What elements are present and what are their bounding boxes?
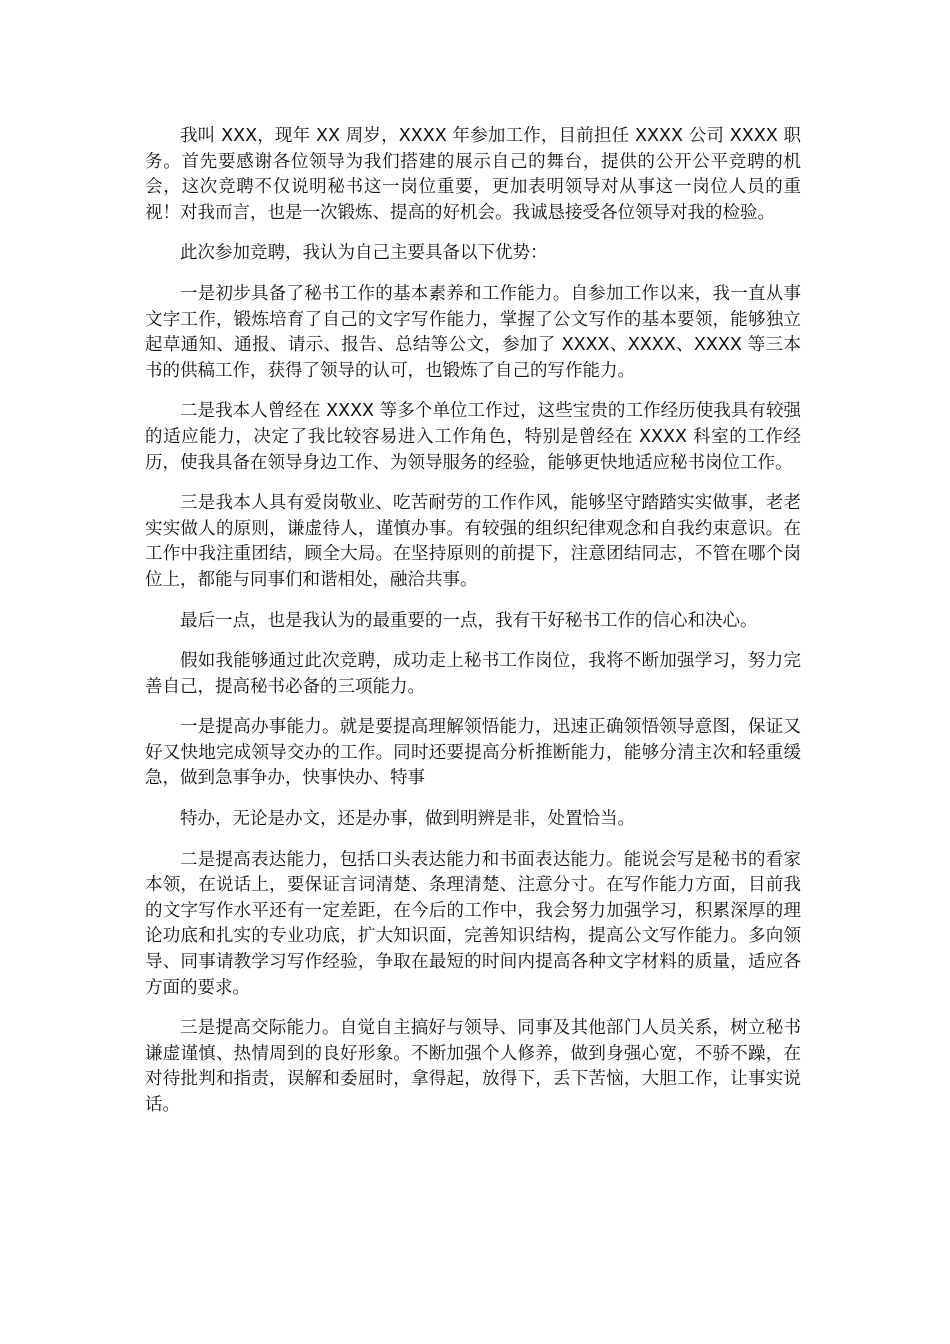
paragraph-advantage-last: 最后一点，也是我认为的最重要的一点，我有干好秘书工作的信心和决心。 (180, 610, 758, 631)
paragraph-advantage-3: 三是我本人具有爱岗敬业、吃苦耐劳的工作作风，能够坚守踏踏实实做事，老老实实做人的原则，谦虚待人，谨慎办事。有较强的组织纪律观念和自我约束意识。在工作中我注重团结，顾全大局。在坚持原则的前提下，注意团结同志，不管在哪个岗位上，都能与同事们和谐相处，融洽共事。 (145, 493, 801, 590)
paragraph-advantage-1: 一是初步具备了秘书工作的基本素养和工作能力。自参加工作以来，我一直从事文字工作，锻炼培育了自己的文字写作能力，掌握了公文写作的基本要领，能够独立起草通知、通报、请示、报告、总结等公文，参加了 XXXX、XXXX、XXXX 等三本书的供稿工作，获得了领导的认可，也锻炼了自己的写作能力。 (145, 283, 801, 381)
paragraph-plan-1: 一是提高办事能力。就是要提高理解领悟能力，迅速正确领悟领导意图，保证又好又快地完成领导交办的工作。同时还要提高分析推断能力，能够分清主次和轻重缓急，做到急事争办，快事快办、特事 (145, 717, 801, 789)
paragraph-advantages-lead: 此次参加竞聘，我认为自己主要具备以下优势： (180, 243, 548, 264)
paragraph-plan-lead: 假如我能够通过此次竞聘，成功走上秘书工作岗位，我将不断加强学习，努力完善自己，提高秘书必备的三项能力。 (145, 651, 801, 697)
paragraph-plan-2: 二是提高表达能力，包括口头表达能力和书面表达能力。能说会写是秘书的看家本领，在说话上，要保证言词清楚、条理清楚、注意分寸。在写作能力方面，目前我的文字写作水平还有一定差距，在今后的工作中，我会努力加强学习，积累深厚的理论功底和扎实的专业功底，扩大知识面，完善知识结构，提高公文写作能力。多向领导、同事请教学习写作经验，争取在最短的时间内提高各种文字材料的质量，适应各方面的要求。 (145, 849, 801, 998)
paragraph-plan-1-continued: 特办，无论是办文，还是办事，做到明辨是非，处置恰当。 (180, 809, 635, 830)
paragraph-advantage-2: 二是我本人曾经在 XXXX 等多个单位工作过，这些宝贵的工作经历使我具有较强的适应能力，决定了我比较容易进入工作角色，特别是曾经在 XXXX 科室的工作经历，使我具备在领导身边工作、为领导服务的经验，能够更快地适应秘书岗位工作。 (145, 401, 801, 473)
paragraph-plan-3: 三是提高交际能力。自觉自主搞好与领导、同事及其他部门人员关系，树立秘书谦虚谨慎、热情周到的良好形象。不断加强个人修养，做到身强心宽，不骄不躁，在对待批判和指责，误解和委屈时，拿得起，放得下，丢下苦恼，大胆工作，让事实说话。 (145, 1018, 801, 1115)
paragraph-intro: 我叫 XXX，现年 XX 周岁，XXXX 年参加工作，目前担任 XXXX 公司 XXXX 职务。首先要感谢各位领导为我们搭建的展示自己的舞台，提供的公开公平竞聘的机会，这次竞聘不仅说明秘书这一岗位重要，更加表明领导对从事这一岗位人员的重视！对我而言，也是一次锻炼、提高的好机会。我诚恳接受各位领导对我的检验。 (145, 126, 801, 223)
document-body (145, 124, 801, 1134)
